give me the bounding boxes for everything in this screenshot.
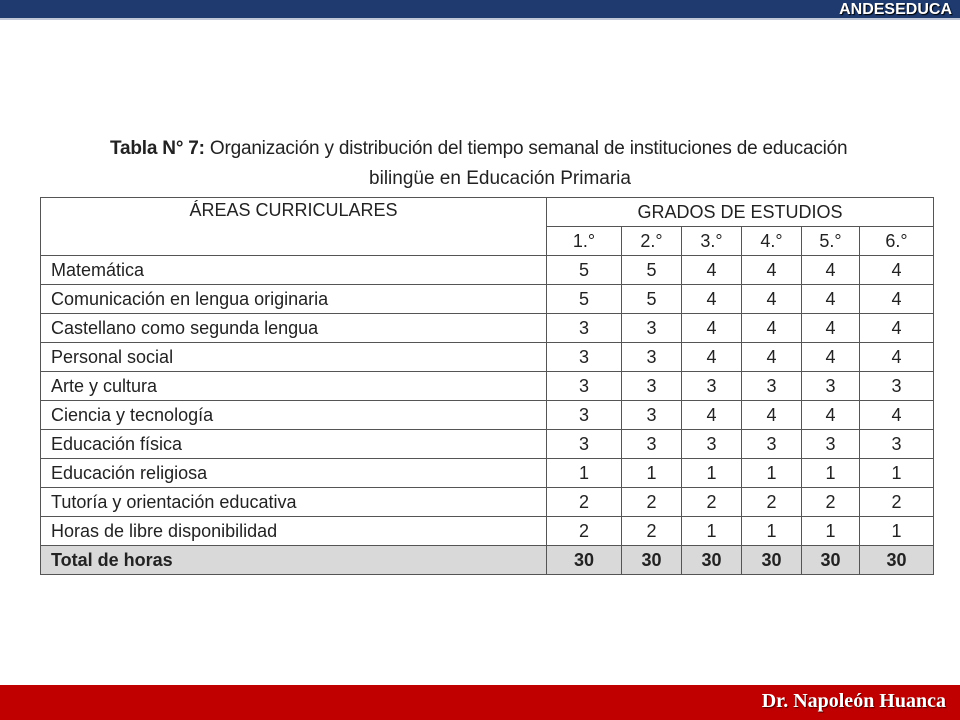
hours-cell: 4 [802,401,860,430]
hours-cell: 1 [860,517,934,546]
curriculum-table [40,197,934,575]
hours-cell: 3 [622,372,682,401]
area-cell: Educación religiosa [41,459,547,488]
author-label: Dr. Napoleón Huanca [761,690,946,712]
brand-label: ANDESEDUCA [839,1,952,18]
hours-cell: 5 [547,256,622,285]
area-cell: Total de horas [41,546,547,575]
area-cell: Matemática [41,256,547,285]
grade-header-1: 1.° [547,227,622,256]
hours-cell: 2 [742,488,802,517]
hours-cell: 4 [860,285,934,314]
area-cell: Tutoría y orientación educativa [41,488,547,517]
table-row [41,488,934,517]
table-row [41,285,934,314]
hours-cell: 1 [802,459,860,488]
hours-cell: 30 [547,546,622,575]
hours-cell: 4 [742,401,802,430]
table-row [41,314,934,343]
hours-cell: 3 [860,430,934,459]
area-cell: Personal social [41,343,547,372]
hours-cell: 2 [622,517,682,546]
hours-cell: 3 [547,401,622,430]
hours-cell: 30 [682,546,742,575]
hours-cell: 30 [802,546,860,575]
caption-text-1: Organización y distribución del tiempo semanal de instituciones de educación [204,138,848,159]
hours-cell: 3 [802,430,860,459]
table-caption [110,134,950,194]
hours-cell: 2 [547,517,622,546]
hours-cell: 1 [682,459,742,488]
table-row [41,459,934,488]
hours-cell: 30 [622,546,682,575]
hours-cell: 3 [547,314,622,343]
hours-cell: 2 [622,488,682,517]
hours-cell: 1 [622,459,682,488]
area-cell: Arte y cultura [41,372,547,401]
grade-header-6: 6.° [860,227,934,256]
table-row [41,401,934,430]
hours-cell: 4 [802,314,860,343]
hours-cell: 3 [622,401,682,430]
caption-label: Tabla N° 7: [110,138,205,159]
hours-cell: 1 [860,459,934,488]
area-cell: Horas de libre disponibilidad [41,517,547,546]
area-cell: Castellano como segunda lengua [41,314,547,343]
hours-cell: 2 [682,488,742,517]
caption-line-2: bilingüe en Educación Primaria [369,168,631,189]
table-row [41,372,934,401]
hours-cell: 4 [860,256,934,285]
hours-cell: 3 [802,372,860,401]
hours-cell: 4 [860,343,934,372]
hours-cell: 30 [860,546,934,575]
hours-cell: 4 [682,343,742,372]
hours-cell: 4 [742,256,802,285]
hours-cell: 4 [682,256,742,285]
hours-cell: 4 [682,401,742,430]
hours-cell: 3 [547,372,622,401]
grade-header-3: 3.° [682,227,742,256]
hours-cell: 3 [547,430,622,459]
grade-header-2: 2.° [622,227,682,256]
hours-cell: 1 [742,459,802,488]
table-body [41,256,934,575]
hours-cell: 4 [682,285,742,314]
hours-cell: 4 [742,314,802,343]
grade-header-4: 4.° [742,227,802,256]
area-cell: Ciencia y tecnología [41,401,547,430]
hours-cell: 4 [742,343,802,372]
table-header-row [41,198,934,227]
hours-cell: 3 [742,372,802,401]
hours-cell: 1 [547,459,622,488]
area-cell: Educación física [41,430,547,459]
hours-cell: 2 [860,488,934,517]
top-bar [0,0,960,20]
hours-cell: 4 [802,343,860,372]
hours-cell: 3 [682,372,742,401]
hours-cell: 3 [547,343,622,372]
hours-cell: 4 [802,285,860,314]
hours-cell: 3 [860,372,934,401]
hours-cell: 1 [802,517,860,546]
hours-cell: 3 [622,314,682,343]
hours-cell: 30 [742,546,802,575]
hours-cell: 3 [622,430,682,459]
hours-cell: 5 [622,256,682,285]
hours-cell: 4 [682,314,742,343]
hours-cell: 5 [622,285,682,314]
bottom-bar [0,685,960,720]
hours-cell: 4 [860,314,934,343]
hours-cell: 3 [682,430,742,459]
grade-header-5: 5.° [802,227,860,256]
table-row [41,430,934,459]
area-cell: Comunicación en lengua originaria [41,285,547,314]
caption-line-1 [110,134,950,164]
hours-cell: 5 [547,285,622,314]
hours-cell: 1 [742,517,802,546]
hours-cell: 2 [802,488,860,517]
hours-cell: 4 [860,401,934,430]
hours-cell: 4 [742,285,802,314]
hours-cell: 4 [802,256,860,285]
top-bar-divider [0,18,960,20]
hours-cell: 2 [547,488,622,517]
table-row [41,517,934,546]
hours-cell: 1 [682,517,742,546]
table-row [41,343,934,372]
areas-header: ÁREAS CURRICULARES [41,198,547,256]
hours-cell: 3 [622,343,682,372]
hours-cell: 3 [742,430,802,459]
table-row [41,256,934,285]
grades-header: GRADOS DE ESTUDIOS [547,198,934,227]
total-row [41,546,934,575]
